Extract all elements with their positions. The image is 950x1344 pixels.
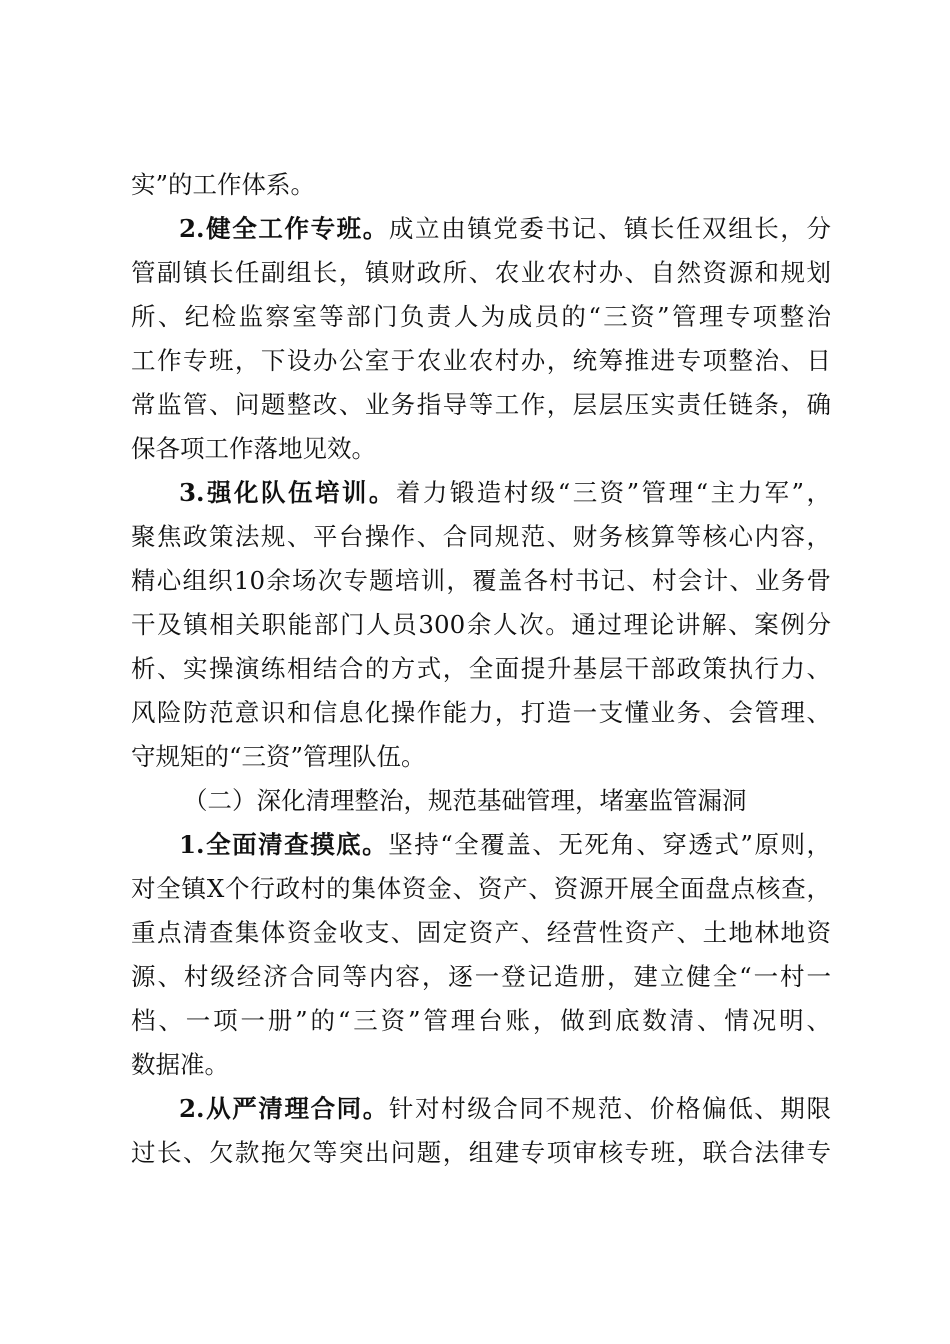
paragraph-line — [131, 559, 831, 603]
paragraph-line — [131, 867, 831, 911]
line-text: 坚持“全覆盖、无死角、穿透式”原则， — [388, 830, 831, 859]
paragraph-line — [131, 955, 831, 999]
item-heading: 2.健全工作专班。 — [179, 214, 389, 243]
line-text: 对全镇X个行政村的集体资金、资产、资源开展全面盘点核查， — [131, 874, 831, 903]
section-heading-text: （二）深化清理整治，规范基础管理，堵塞监管漏洞 — [183, 786, 747, 815]
line-text: 实”的工作体系。 — [131, 170, 316, 199]
line-text: 工作专班，下设办公室于农业农村办，统筹推进专项整治、日 — [131, 346, 831, 375]
line-text: 风险防范意识和信息化操作能力，打造一支懂业务、会管理、 — [131, 698, 831, 727]
item-heading: 2.从严清理合同。 — [179, 1094, 389, 1123]
paragraph-line — [179, 471, 831, 515]
line-text: 数据准。 — [131, 1050, 229, 1079]
section-heading — [183, 779, 783, 823]
paragraph-line — [131, 691, 831, 735]
line-text: 源、村级经济合同等内容，逐一登记造册，建立健全“一村一 — [131, 962, 831, 991]
line-text: 常监管、问题整改、业务指导等工作，层层压实责任链条，确 — [131, 390, 831, 419]
line-text: 成立由镇党委书记、镇长任双组长，分 — [388, 214, 832, 243]
line-text: 保各项工作落地见效。 — [131, 434, 376, 463]
paragraph-line — [131, 427, 831, 471]
item-heading: 1.全面清查摸底。 — [179, 830, 389, 859]
paragraph-line — [131, 1043, 831, 1087]
paragraph-line — [179, 823, 831, 867]
paragraph-line — [131, 647, 831, 691]
paragraph-line — [131, 1131, 831, 1175]
line-text: 精心组织10余场次专题培训，覆盖各村书记、村会计、业务骨 — [131, 566, 831, 595]
paragraph-line — [131, 603, 831, 647]
paragraph-line — [131, 999, 831, 1043]
line-text: 管副镇长任副组长，镇财政所、农业农村办、自然资源和规划 — [131, 258, 831, 287]
line-text: 重点清查集体资金收支、固定资产、经营性资产、土地林地资 — [131, 918, 831, 947]
paragraph-line — [131, 515, 831, 559]
paragraph-line — [131, 251, 831, 295]
paragraph-line — [179, 207, 831, 251]
line-text: 针对村级合同不规范、价格偏低、期限 — [388, 1094, 832, 1123]
paragraph-line — [131, 383, 831, 427]
line-text: 所、纪检监察室等部门负责人为成员的“三资”管理专项整治 — [131, 302, 831, 331]
line-text: 聚焦政策法规、平台操作、合同规范、财务核算等核心内容， — [131, 522, 831, 551]
line-text: 着力锻造村级“三资”管理“主力军”， — [395, 478, 831, 507]
line-text: 干及镇相关职能部门人员300余人次。通过理论讲解、案例分 — [131, 610, 831, 639]
line-text: 析、实操演练相结合的方式，全面提升基层干部政策执行力、 — [131, 654, 831, 683]
paragraph-line — [131, 911, 831, 955]
line-text: 档、一项一册”的“三资”管理台账，做到底数清、情况明、 — [131, 1006, 831, 1035]
paragraph-line — [179, 1087, 831, 1131]
paragraph-line — [131, 163, 831, 207]
paragraph-line — [131, 735, 831, 779]
line-text: 守规矩的“三资”管理队伍。 — [131, 742, 426, 771]
item-heading: 3.强化队伍培训。 — [179, 478, 396, 507]
line-text: 过长、欠款拖欠等突出问题，组建专项审核专班，联合法律专 — [131, 1138, 831, 1167]
paragraph-line — [131, 295, 831, 339]
paragraph-line — [131, 339, 831, 383]
